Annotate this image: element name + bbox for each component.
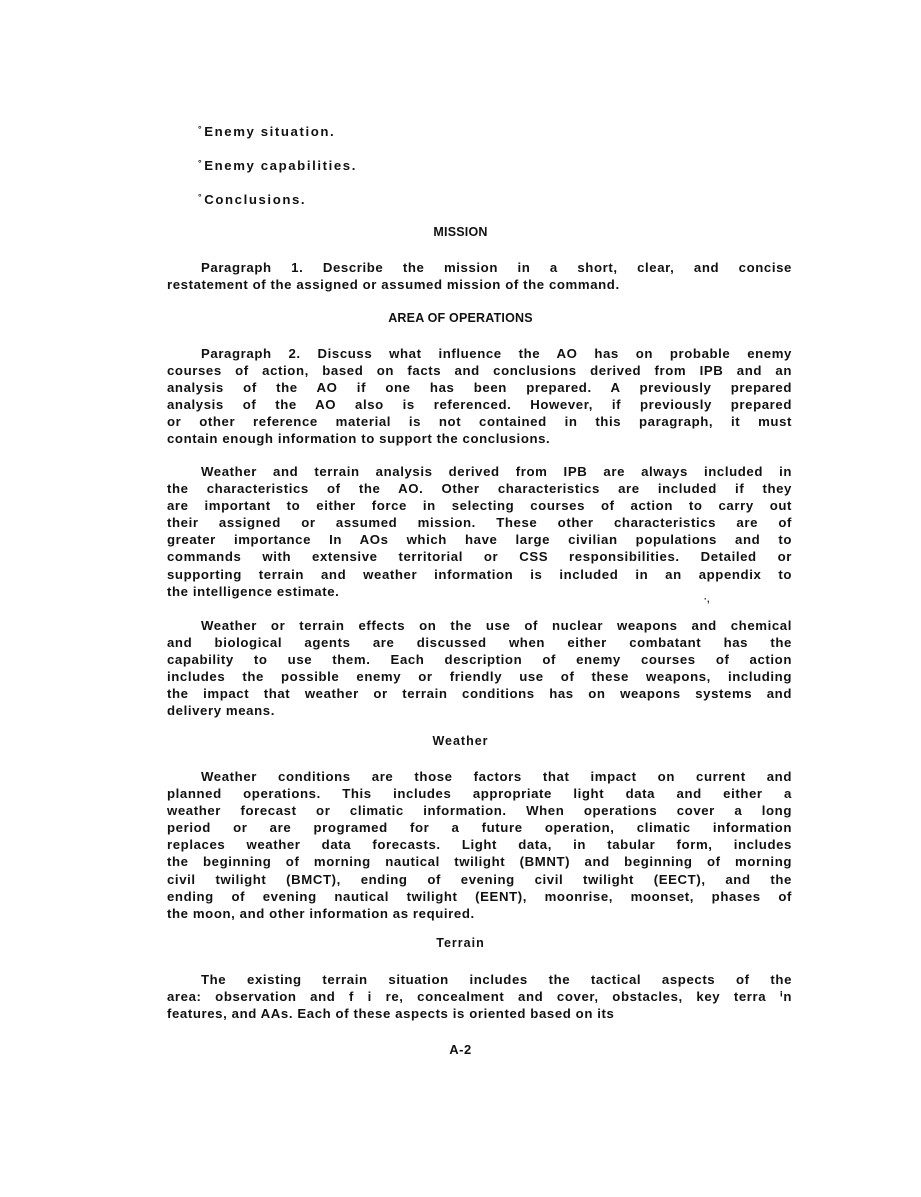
paragraph-weather <box>167 768 792 922</box>
page-number: A-2 <box>449 1042 472 1057</box>
text-line: the moon, and other information as required. <box>167 905 475 921</box>
stray-mark: ·, <box>704 594 710 604</box>
text-line: capability to use them. Each description of enemy courses of action <box>167 652 792 668</box>
text-line: Weather conditions are those factors that impact on current and <box>201 769 792 784</box>
text-line: ending of evening nautical twilight (EENT), moonrise, moonset, phases of <box>167 888 792 904</box>
paragraph-nbc-effects <box>167 617 792 720</box>
paragraph-terrain <box>167 971 792 1022</box>
heading-mission: MISSION <box>433 225 488 239</box>
degree-bullet-mark: ° <box>198 124 204 134</box>
text-line: analysis of the AO if one has been prepared. A previously prepared <box>167 380 792 396</box>
paragraph-ao-characteristics <box>167 463 792 600</box>
text-line: are important to either force in selecting courses of action to carry out <box>167 498 792 514</box>
text-line: Paragraph 2. Discuss what influence the AO has on probable enemy <box>201 346 792 361</box>
text-line: includes the possible enemy or friendly use of these weapons, including <box>167 669 792 685</box>
text-line: planned operations. This includes appropriate light data and either a <box>167 786 792 802</box>
text-line: the characteristics of the AO. Other characteristics are included if they <box>167 481 792 497</box>
bullet-text: Conclusions. <box>204 192 307 207</box>
text-line: or other reference material is not contained in this paragraph, it must <box>167 414 792 430</box>
bullet-enemy-capabilities <box>198 158 357 173</box>
text-line: replaces weather data forecasts. Light data, in tabular form, includes <box>167 837 792 853</box>
text-line: commands with extensive territorial or CSS responsibilities. Detailed or <box>167 549 792 565</box>
text-line: weather forecast or climatic information. When operations cover a long <box>167 803 792 819</box>
text-line: Weather or terrain effects on the use of nuclear weapons and chemical <box>201 618 792 633</box>
text-line: features, and AAs. Each of these aspects is oriented based on its <box>167 1006 615 1022</box>
text-line: delivery means. <box>167 703 275 719</box>
text-line: supporting terrain and weather information is included in an appendix to <box>167 566 792 582</box>
text-line: their assigned or assumed mission. These other characteristics are of <box>167 515 792 531</box>
text-line: analysis of the AO also is referenced. However, if previously prepared <box>167 397 792 413</box>
paragraph-ao-influence <box>167 345 792 448</box>
text-line: period or are programed for a future operation, climatic information <box>167 820 792 836</box>
heading-area-of-operations: AREA OF OPERATIONS <box>388 311 533 325</box>
text-line: Paragraph 1. Describe the mission in a short, clear, and concise <box>201 260 792 275</box>
degree-bullet-mark: ° <box>198 192 204 202</box>
bullet-conclusions <box>198 192 306 207</box>
bullet-enemy-situation <box>198 124 335 139</box>
paragraph-mission <box>167 259 792 293</box>
text-line: the beginning of morning nautical twilight (BMNT) and beginning of morning <box>167 854 792 870</box>
text-line: civil twilight (BMCT), ending of evening civil twilight (EECT), and the <box>167 871 792 887</box>
text-line: greater importance In AOs which have large civilian populations and to <box>167 532 792 548</box>
bullet-text: Enemy capabilities. <box>204 158 358 173</box>
text-line: the impact that weather or terrain conditions has on weapons systems and <box>167 686 792 702</box>
text-line: area: observation and f i re, concealment and cover, obstacles, key terra ⁱn <box>167 989 792 1005</box>
heading-weather: Weather <box>432 734 489 748</box>
bullet-text: Enemy situation. <box>204 124 336 139</box>
text-line: The existing terrain situation includes the tactical aspects of the <box>201 972 792 987</box>
text-line: and biological agents are discussed when either combatant has the <box>167 635 792 651</box>
text-line: courses of action, based on facts and conclusions derived from IPB and an <box>167 363 792 379</box>
text-line: contain enough information to support the conclusions. <box>167 431 551 447</box>
degree-bullet-mark: ° <box>198 158 204 168</box>
text-line: Weather and terrain analysis derived from IPB are always included in <box>201 464 792 479</box>
text-line: the intelligence estimate. <box>167 583 340 599</box>
text-line: restatement of the assigned or assumed mission of the command. <box>167 277 620 293</box>
heading-terrain: Terrain <box>436 936 485 950</box>
